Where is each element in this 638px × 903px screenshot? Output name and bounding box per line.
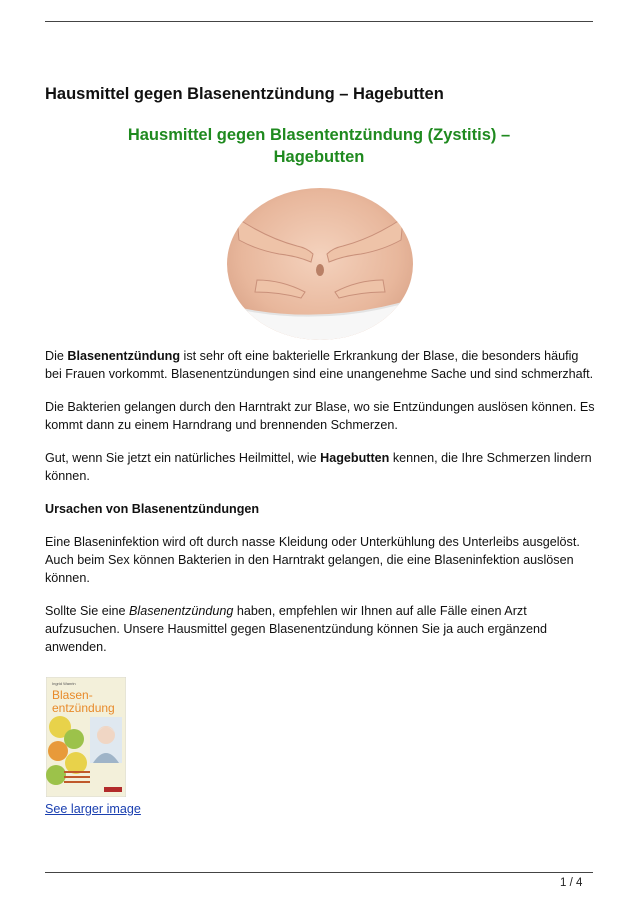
page-number: 1 / 4: [560, 877, 583, 889]
article-subtitle: [45, 124, 593, 168]
article-body: [45, 347, 597, 671]
belly-hands-image: [227, 188, 413, 340]
book-title-line-1: Blasen-: [52, 688, 93, 702]
see-larger-image-link[interactable]: See larger image: [45, 802, 141, 816]
paragraph-causes: Eine Blaseninfektion wird oft durch nasse Kleidung oder Unterkühlung des Unterleibs ausgelöst. Auch beim Sex können Bakterien in den Harntrakt gelangen, die eine Blaseninfektion auslösen können.: [45, 535, 580, 585]
paragraph-doctor: Sollte Sie eine Blasenentzündung haben, empfehlen wir Ihnen auf alle Fälle einen Arzt aufzusuchen. Unsere Hausmittel gegen Blasenentzündung können Sie ja auch ergänzend anwenden.: [45, 604, 547, 654]
header-rule: [45, 21, 593, 22]
subtitle-line-2: Hagebutten: [273, 148, 365, 166]
book-author: Ingrid Wanrin: [52, 681, 76, 686]
paragraph-intro: Die Blasenentzündung ist sehr oft eine bakterielle Erkrankung der Blase, die besonders häufig bei Frauen vorkommt. Blasenentzündungen sind eine unangenehme Sache und sind schmerzhaft.: [45, 349, 594, 381]
page-title: Hausmittel gegen Blasenentzündung – Hagebutten: [45, 85, 444, 103]
book-title-line-2: entzündung: [52, 701, 115, 715]
paragraph-remedy: Gut, wenn Sie jetzt ein natürliches Heilmittel, wie Hagebutten kennen, die Ihre Schmerzen lindern können.: [45, 451, 592, 483]
book-cover-image[interactable]: [46, 677, 126, 797]
footer-rule: [45, 872, 593, 873]
section-heading-causes: Ursachen von Blasenentzündungen: [45, 502, 260, 516]
paragraph-bacteria: Die Bakterien gelangen durch den Harntrakt zur Blase, wo sie Entzündungen auslösen können. Es kommt dann zu einem Harndrang und brennenden Schmerzen.: [45, 400, 595, 432]
subtitle-line-1: Hausmittel gegen Blasententzündung (Zystitis) –: [127, 126, 511, 144]
